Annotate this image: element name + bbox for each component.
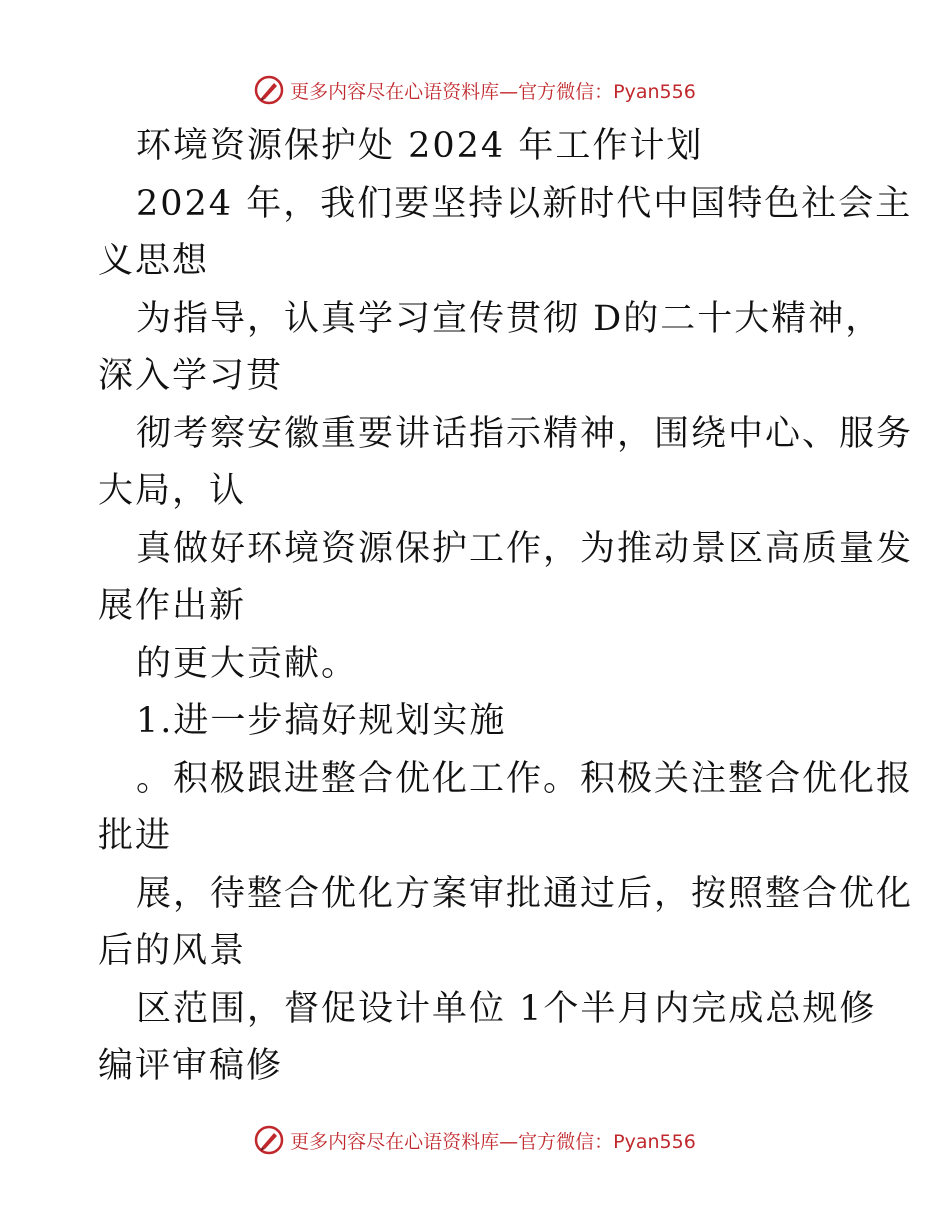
header-watermark-inner [254, 75, 696, 105]
document-line: 展，待整合优化方案审批通过后，按照整合优化 [136, 873, 914, 914]
footer-watermark-inner [254, 1125, 696, 1155]
document-line: 展作出新 [98, 586, 247, 626]
document-line: 批进 [98, 816, 173, 856]
document-line: 环境资源保护处 2024 年工作计划 [136, 126, 704, 166]
pen-logo-icon [254, 1125, 284, 1155]
document-line: 深入学习贯 [98, 356, 284, 396]
document-line: 义思想 [98, 241, 210, 281]
document-body [98, 118, 914, 1096]
footer-watermark-banner [0, 1120, 950, 1160]
watermark-text: 更多内容尽在心语资料库—官方微信：Pyan556 [290, 1130, 696, 1153]
document-line: 的更大贡献。 [136, 643, 359, 684]
pen-logo-icon [254, 75, 284, 105]
document-line: 大局，认 [98, 471, 247, 511]
document-line: 1.进一步搞好规划实施 [136, 701, 507, 741]
header-watermark-banner [0, 70, 950, 110]
document-line: 。积极跟进整合优化工作。积极关注整合优化报 [136, 758, 914, 799]
watermark-text: 更多内容尽在心语资料库—官方微信：Pyan556 [290, 80, 696, 103]
document-line: 区范围，督促设计单位 1个半月内完成总规修 [136, 988, 877, 1029]
document-line: 彻考察安徽重要讲话指示精神，围绕中心、服务 [136, 413, 914, 454]
document-line: 为指导，认真学习宣传贯彻 D的二十大精神， [136, 298, 883, 339]
document-line: 编评审稿修 [98, 1046, 284, 1086]
document-line: 后的风景 [98, 931, 247, 971]
document-line: 真做好环境资源保护工作，为推动景区高质量发 [136, 528, 914, 569]
document-line: 2024 年，我们要坚持以新时代中国特色社会主 [136, 183, 913, 224]
